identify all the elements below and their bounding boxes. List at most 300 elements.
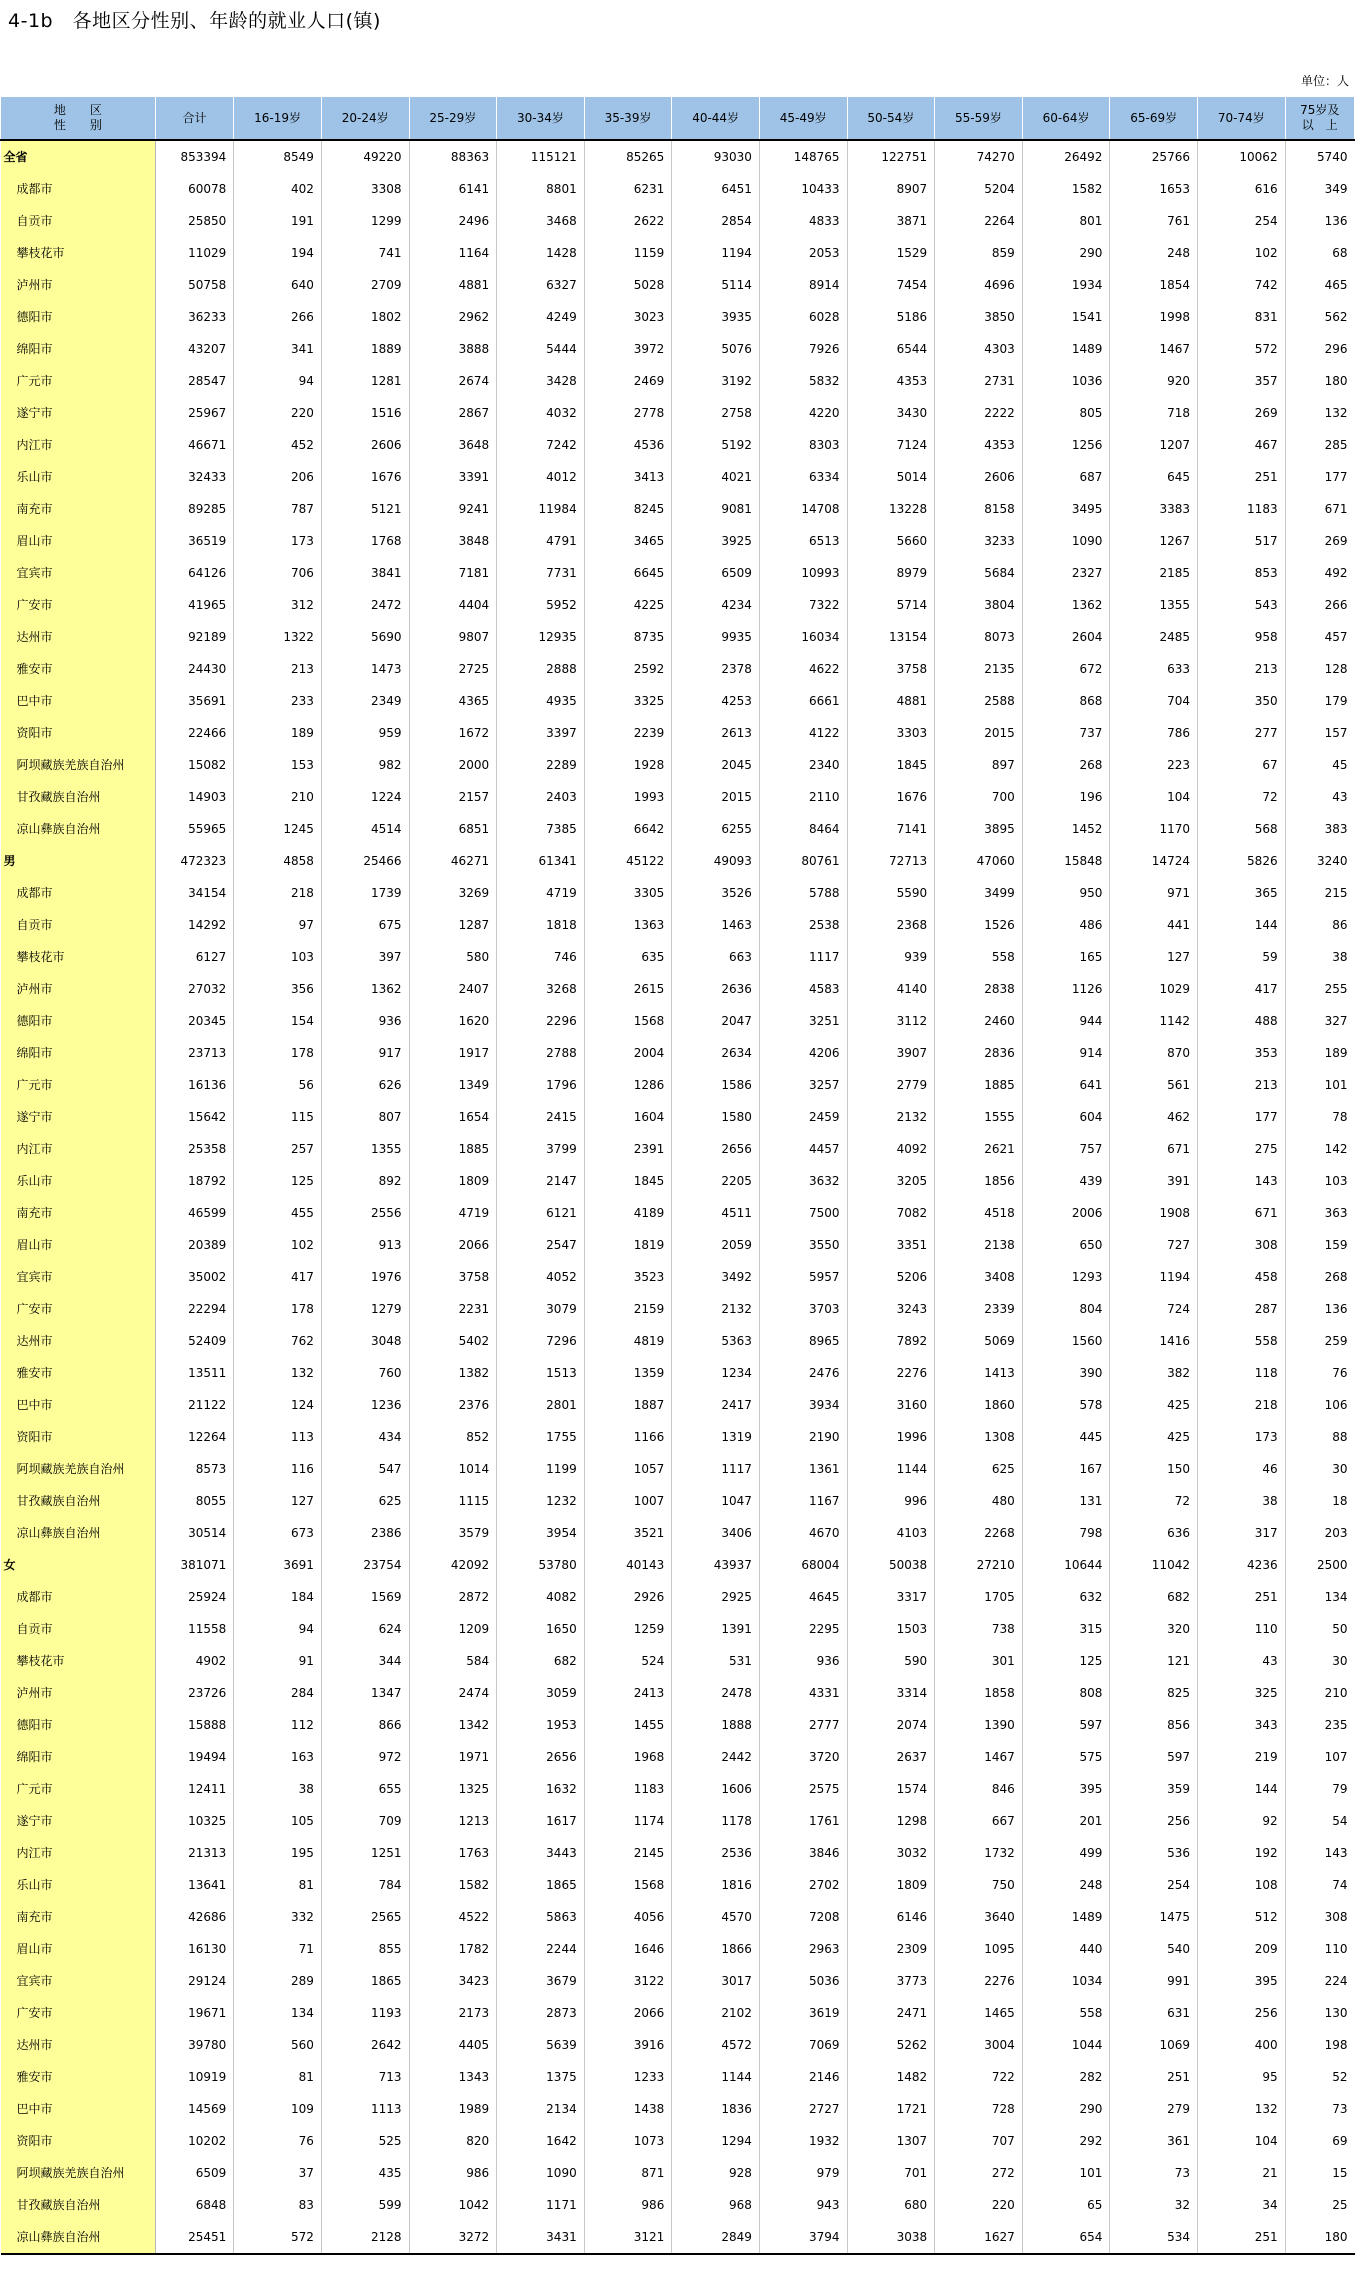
table-row <box>1 397 1355 429</box>
value-cell: 285 <box>1285 429 1354 461</box>
region-name: 雅安市 <box>1 653 156 685</box>
value-cell: 3269 <box>409 877 497 909</box>
value-cell: 178 <box>234 1293 322 1325</box>
value-cell: 7385 <box>497 813 585 845</box>
table-row <box>1 1773 1355 1805</box>
region-name: 德阳市 <box>1 1709 156 1741</box>
value-cell: 402 <box>234 173 322 205</box>
value-cell: 3888 <box>409 333 497 365</box>
value-cell: 1390 <box>935 1709 1023 1741</box>
region-name: 泸州市 <box>1 1677 156 1709</box>
value-cell: 578 <box>1022 1389 1110 1421</box>
value-cell: 25466 <box>321 845 409 877</box>
region-name: 宜宾市 <box>1 1261 156 1293</box>
value-cell: 439 <box>1022 1165 1110 1197</box>
value-cell: 2190 <box>759 1421 847 1453</box>
value-cell: 1117 <box>672 1453 760 1485</box>
value-cell: 4253 <box>672 685 760 717</box>
value-cell: 2872 <box>409 1581 497 1613</box>
value-cell: 356 <box>234 973 322 1005</box>
value-cell: 2296 <box>497 1005 585 1037</box>
value-cell: 1845 <box>584 1165 672 1197</box>
value-cell: 1391 <box>672 1613 760 1645</box>
total-cell: 10202 <box>155 2125 233 2157</box>
value-cell: 112 <box>234 1709 322 1741</box>
value-cell: 6334 <box>759 461 847 493</box>
value-cell: 2147 <box>497 1165 585 1197</box>
table-row <box>1 2125 1355 2157</box>
value-cell: 3907 <box>847 1037 935 1069</box>
region-name: 内江市 <box>1 429 156 461</box>
value-cell: 5690 <box>321 621 409 653</box>
value-cell: 928 <box>672 2157 760 2189</box>
value-cell: 855 <box>321 1933 409 1965</box>
value-cell: 1126 <box>1022 973 1110 1005</box>
value-cell: 344 <box>321 1645 409 1677</box>
value-cell: 480 <box>935 1485 1023 1517</box>
value-cell: 2015 <box>935 717 1023 749</box>
value-cell: 701 <box>847 2157 935 2189</box>
value-cell: 10993 <box>759 557 847 589</box>
value-cell: 102 <box>1197 237 1285 269</box>
value-cell: 4140 <box>847 973 935 1005</box>
value-cell: 61341 <box>497 845 585 877</box>
value-cell: 4881 <box>409 269 497 301</box>
table-row <box>1 1325 1355 1357</box>
value-cell: 1452 <box>1022 813 1110 845</box>
total-cell: 13641 <box>155 1869 233 1901</box>
value-cell: 54 <box>1285 1805 1354 1837</box>
value-cell: 391 <box>1110 1165 1198 1197</box>
header-age-65-69: 65-69岁 <box>1110 97 1198 141</box>
value-cell: 1818 <box>497 909 585 941</box>
value-cell: 1568 <box>584 1869 672 1901</box>
value-cell: 8907 <box>847 173 935 205</box>
value-cell: 4518 <box>935 1197 1023 1229</box>
region-name: 达州市 <box>1 1325 156 1357</box>
table-row <box>1 1421 1355 1453</box>
value-cell: 215 <box>1285 877 1354 909</box>
value-cell: 12935 <box>497 621 585 653</box>
value-cell: 3408 <box>935 1261 1023 1293</box>
value-cell: 558 <box>1197 1325 1285 1357</box>
region-name: 巴中市 <box>1 1389 156 1421</box>
value-cell: 1953 <box>497 1709 585 1741</box>
value-cell: 30 <box>1285 1645 1354 1677</box>
value-cell: 2135 <box>935 653 1023 685</box>
table-row <box>1 493 1355 525</box>
value-cell: 2674 <box>409 365 497 397</box>
table-row <box>1 1901 1355 1933</box>
value-cell: 1654 <box>409 1101 497 1133</box>
value-cell: 1319 <box>672 1421 760 1453</box>
value-cell: 94 <box>234 365 322 397</box>
value-cell: 14708 <box>759 493 847 525</box>
value-cell: 1541 <box>1022 301 1110 333</box>
value-cell: 1232 <box>497 1485 585 1517</box>
value-cell: 2547 <box>497 1229 585 1261</box>
value-cell: 1014 <box>409 1453 497 1485</box>
value-cell: 34 <box>1197 2189 1285 2221</box>
value-cell: 4052 <box>497 1261 585 1293</box>
total-cell: 22294 <box>155 1293 233 1325</box>
table-row <box>1 1869 1355 1901</box>
value-cell: 3954 <box>497 1517 585 1549</box>
value-cell: 801 <box>1022 205 1110 237</box>
value-cell: 6121 <box>497 1197 585 1229</box>
value-cell: 50038 <box>847 1549 935 1581</box>
table-body <box>1 140 1355 2254</box>
value-cell: 14724 <box>1110 845 1198 877</box>
value-cell: 266 <box>234 301 322 333</box>
total-cell: 4902 <box>155 1645 233 1677</box>
value-cell: 219 <box>1197 1741 1285 1773</box>
value-cell: 4935 <box>497 685 585 717</box>
region-name: 阿坝藏族羌族自治州 <box>1 749 156 781</box>
value-cell: 1996 <box>847 1421 935 1453</box>
table-row <box>1 749 1355 781</box>
header-75-line1: 75岁及 <box>1300 103 1340 117</box>
total-cell: 8573 <box>155 1453 233 1485</box>
value-cell: 9935 <box>672 621 760 653</box>
value-cell: 2565 <box>321 1901 409 1933</box>
value-cell: 1144 <box>672 2061 760 2093</box>
total-cell: 21122 <box>155 1389 233 1421</box>
value-cell: 131 <box>1022 1485 1110 1517</box>
value-cell: 4092 <box>847 1133 935 1165</box>
value-cell: 397 <box>321 941 409 973</box>
value-cell: 761 <box>1110 205 1198 237</box>
value-cell: 5590 <box>847 877 935 909</box>
value-cell: 4536 <box>584 429 672 461</box>
value-cell: 52 <box>1285 2061 1354 2093</box>
value-cell: 3038 <box>847 2221 935 2254</box>
value-cell: 1286 <box>584 1069 672 1101</box>
value-cell: 248 <box>1110 237 1198 269</box>
value-cell: 74270 <box>935 140 1023 173</box>
value-cell: 2592 <box>584 653 672 685</box>
value-cell: 784 <box>321 1869 409 1901</box>
value-cell: 5114 <box>672 269 760 301</box>
region-name: 德阳市 <box>1 301 156 333</box>
value-cell: 3059 <box>497 1677 585 1709</box>
value-cell: 4405 <box>409 2029 497 2061</box>
table-row <box>1 1741 1355 1773</box>
value-cell: 6513 <box>759 525 847 557</box>
value-cell: 1183 <box>584 1773 672 1805</box>
region-name: 资阳市 <box>1 2125 156 2157</box>
value-cell: 524 <box>584 1645 672 1677</box>
total-cell: 89285 <box>155 493 233 525</box>
value-cell: 633 <box>1110 653 1198 685</box>
header-age-45-49: 45-49岁 <box>759 97 847 141</box>
value-cell: 5957 <box>759 1261 847 1293</box>
value-cell: 218 <box>1197 1389 1285 1421</box>
value-cell: 383 <box>1285 813 1354 845</box>
value-cell: 1355 <box>321 1133 409 1165</box>
value-cell: 1213 <box>409 1805 497 1837</box>
value-cell: 4819 <box>584 1325 672 1357</box>
value-cell: 8464 <box>759 813 847 845</box>
value-cell: 913 <box>321 1229 409 1261</box>
value-cell: 3691 <box>234 1549 322 1581</box>
value-cell: 5028 <box>584 269 672 301</box>
value-cell: 707 <box>935 2125 1023 2157</box>
total-cell: 27032 <box>155 973 233 1005</box>
value-cell: 2340 <box>759 749 847 781</box>
value-cell: 203 <box>1285 1517 1354 1549</box>
value-cell: 284 <box>234 1677 322 1709</box>
value-cell: 1620 <box>409 1005 497 1037</box>
value-cell: 251 <box>1197 2221 1285 2254</box>
value-cell: 3468 <box>497 205 585 237</box>
value-cell: 5684 <box>935 557 1023 589</box>
value-cell: 178 <box>234 1037 322 1069</box>
value-cell: 2276 <box>847 1357 935 1389</box>
value-cell: 104 <box>1197 2125 1285 2157</box>
total-cell: 12264 <box>155 1421 233 1453</box>
value-cell: 69 <box>1285 2125 1354 2157</box>
value-cell: 4012 <box>497 461 585 493</box>
value-cell: 1170 <box>1110 813 1198 845</box>
value-cell: 562 <box>1285 301 1354 333</box>
value-cell: 2836 <box>935 1037 1023 1069</box>
value-cell: 2413 <box>584 1677 672 1709</box>
value-cell: 728 <box>935 2093 1023 2125</box>
region-name: 宜宾市 <box>1 557 156 589</box>
value-cell: 357 <box>1197 365 1285 397</box>
value-cell: 1293 <box>1022 1261 1110 1293</box>
value-cell: 2485 <box>1110 621 1198 653</box>
value-cell: 2476 <box>759 1357 847 1389</box>
value-cell: 1007 <box>584 1485 672 1517</box>
total-cell: 24430 <box>155 653 233 685</box>
value-cell: 2239 <box>584 717 672 749</box>
value-cell: 11984 <box>497 493 585 525</box>
value-cell: 972 <box>321 1741 409 1773</box>
value-cell: 1044 <box>1022 2029 1110 2061</box>
value-cell: 390 <box>1022 1357 1110 1389</box>
value-cell: 37 <box>234 2157 322 2189</box>
value-cell: 2185 <box>1110 557 1198 589</box>
region-name: 达州市 <box>1 2029 156 2061</box>
value-cell: 6851 <box>409 813 497 845</box>
region-name: 自贡市 <box>1 205 156 237</box>
total-cell: 15082 <box>155 749 233 781</box>
value-cell: 136 <box>1285 205 1354 237</box>
value-cell: 3243 <box>847 1293 935 1325</box>
value-cell: 266 <box>1285 589 1354 621</box>
value-cell: 2268 <box>935 1517 1023 1549</box>
value-cell: 343 <box>1197 1709 1285 1741</box>
value-cell: 8158 <box>935 493 1023 525</box>
value-cell: 3794 <box>759 2221 847 2254</box>
value-cell: 3916 <box>584 2029 672 2061</box>
value-cell: 177 <box>1197 1101 1285 1133</box>
value-cell: 257 <box>234 1133 322 1165</box>
value-cell: 1363 <box>584 909 672 941</box>
value-cell: 256 <box>1110 1805 1198 1837</box>
value-cell: 2134 <box>497 2093 585 2125</box>
value-cell: 277 <box>1197 717 1285 749</box>
region-name: 广安市 <box>1 589 156 621</box>
region-name: 乐山市 <box>1 461 156 493</box>
value-cell: 560 <box>234 2029 322 2061</box>
value-cell: 10644 <box>1022 1549 1110 1581</box>
value-cell: 296 <box>1285 333 1354 365</box>
value-cell: 1090 <box>497 2157 585 2189</box>
value-cell: 16034 <box>759 621 847 653</box>
value-cell: 341 <box>234 333 322 365</box>
value-cell: 1142 <box>1110 1005 1198 1037</box>
value-cell: 604 <box>1022 1101 1110 1133</box>
table-row <box>1 2189 1355 2221</box>
value-cell: 425 <box>1110 1421 1198 1453</box>
value-cell: 871 <box>584 2157 672 2189</box>
value-cell: 76 <box>234 2125 322 2157</box>
value-cell: 3257 <box>759 1069 847 1101</box>
value-cell: 350 <box>1197 685 1285 717</box>
value-cell: 525 <box>321 2125 409 2157</box>
value-cell: 575 <box>1022 1741 1110 1773</box>
total-cell: 381071 <box>155 1549 233 1581</box>
value-cell: 9081 <box>672 493 760 525</box>
value-cell: 1650 <box>497 1613 585 1645</box>
value-cell: 289 <box>234 1965 322 1997</box>
value-cell: 8801 <box>497 173 585 205</box>
value-cell: 1932 <box>759 2125 847 2157</box>
value-cell: 2386 <box>321 1517 409 1549</box>
value-cell: 59 <box>1197 941 1285 973</box>
value-cell: 179 <box>1285 685 1354 717</box>
table-row <box>1 941 1355 973</box>
value-cell: 4082 <box>497 1581 585 1613</box>
value-cell: 1568 <box>584 1005 672 1037</box>
value-cell: 30 <box>1285 1453 1354 1485</box>
value-cell: 6645 <box>584 557 672 589</box>
value-cell: 220 <box>234 397 322 429</box>
value-cell: 1908 <box>1110 1197 1198 1229</box>
total-cell: 10919 <box>155 2061 233 2093</box>
value-cell: 2015 <box>672 781 760 813</box>
table-row <box>1 1677 1355 1709</box>
total-cell: 25451 <box>155 2221 233 2254</box>
total-cell: 6509 <box>155 2157 233 2189</box>
header-age-55-59: 55-59岁 <box>935 97 1023 141</box>
value-cell: 395 <box>1022 1773 1110 1805</box>
value-cell: 132 <box>234 1357 322 1389</box>
header-total: 合计 <box>155 97 233 141</box>
value-cell: 3720 <box>759 1741 847 1773</box>
value-cell: 2849 <box>672 2221 760 2254</box>
value-cell: 327 <box>1285 1005 1354 1037</box>
value-cell: 2731 <box>935 365 1023 397</box>
value-cell: 3032 <box>847 1837 935 1869</box>
region-name: 绵阳市 <box>1 1741 156 1773</box>
value-cell: 3079 <box>497 1293 585 1325</box>
value-cell: 1858 <box>935 1677 1023 1709</box>
total-cell: 60078 <box>155 173 233 205</box>
value-cell: 2801 <box>497 1389 585 1421</box>
value-cell: 49093 <box>672 845 760 877</box>
value-cell: 5788 <box>759 877 847 909</box>
value-cell: 1322 <box>234 621 322 653</box>
value-cell: 4032 <box>497 397 585 429</box>
total-cell: 35002 <box>155 1261 233 1293</box>
total-cell: 20389 <box>155 1229 233 1261</box>
value-cell: 88363 <box>409 140 497 173</box>
unit-label: 单位：人 <box>1300 74 1349 88</box>
value-cell: 467 <box>1197 429 1285 461</box>
value-cell: 1606 <box>672 1773 760 1805</box>
value-cell: 2004 <box>584 1037 672 1069</box>
total-cell: 19494 <box>155 1741 233 1773</box>
value-cell: 859 <box>935 237 1023 269</box>
region-name: 巴中市 <box>1 2093 156 2125</box>
value-cell: 1343 <box>409 2061 497 2093</box>
value-cell: 1809 <box>409 1165 497 1197</box>
value-cell: 1342 <box>409 1709 497 1741</box>
table-row <box>1 1229 1355 1261</box>
value-cell: 1856 <box>935 1165 1023 1197</box>
value-cell: 1796 <box>497 1069 585 1101</box>
value-cell: 1888 <box>672 1709 760 1741</box>
value-cell: 540 <box>1110 1933 1198 1965</box>
value-cell: 1467 <box>935 1741 1023 1773</box>
value-cell: 56 <box>234 1069 322 1101</box>
value-cell: 2621 <box>935 1133 1023 1165</box>
value-cell: 92 <box>1197 1805 1285 1837</box>
value-cell: 1989 <box>409 2093 497 2125</box>
value-cell: 1375 <box>497 2061 585 2093</box>
value-cell: 49220 <box>321 140 409 173</box>
value-cell: 11042 <box>1110 1549 1198 1581</box>
value-cell: 2074 <box>847 1709 935 1741</box>
value-cell: 635 <box>584 941 672 973</box>
value-cell: 572 <box>234 2221 322 2254</box>
value-cell: 2000 <box>409 749 497 781</box>
value-cell: 144 <box>1197 1773 1285 1805</box>
value-cell: 2622 <box>584 205 672 237</box>
value-cell: 2376 <box>409 1389 497 1421</box>
value-cell: 38 <box>234 1773 322 1805</box>
value-cell: 361 <box>1110 2125 1198 2157</box>
value-cell: 3648 <box>409 429 497 461</box>
table-row <box>1 2157 1355 2189</box>
value-cell: 2110 <box>759 781 847 813</box>
value-cell: 4103 <box>847 1517 935 1549</box>
value-cell: 25 <box>1285 2189 1354 2221</box>
value-cell: 104 <box>1110 781 1198 813</box>
value-cell: 201 <box>1022 1805 1110 1837</box>
value-cell: 73 <box>1285 2093 1354 2125</box>
value-cell: 853 <box>1197 557 1285 589</box>
value-cell: 1503 <box>847 1613 935 1645</box>
value-cell: 1809 <box>847 1869 935 1901</box>
value-cell: 254 <box>1110 1869 1198 1901</box>
value-cell: 920 <box>1110 365 1198 397</box>
value-cell: 2606 <box>935 461 1023 493</box>
value-cell: 279 <box>1110 2093 1198 2125</box>
value-cell: 2391 <box>584 1133 672 1165</box>
value-cell: 110 <box>1197 1613 1285 1645</box>
region-name: 自贡市 <box>1 1613 156 1645</box>
value-cell: 1438 <box>584 2093 672 2125</box>
value-cell: 1604 <box>584 1101 672 1133</box>
value-cell: 3492 <box>672 1261 760 1293</box>
value-cell: 2656 <box>672 1133 760 1165</box>
value-cell: 1755 <box>497 1421 585 1453</box>
